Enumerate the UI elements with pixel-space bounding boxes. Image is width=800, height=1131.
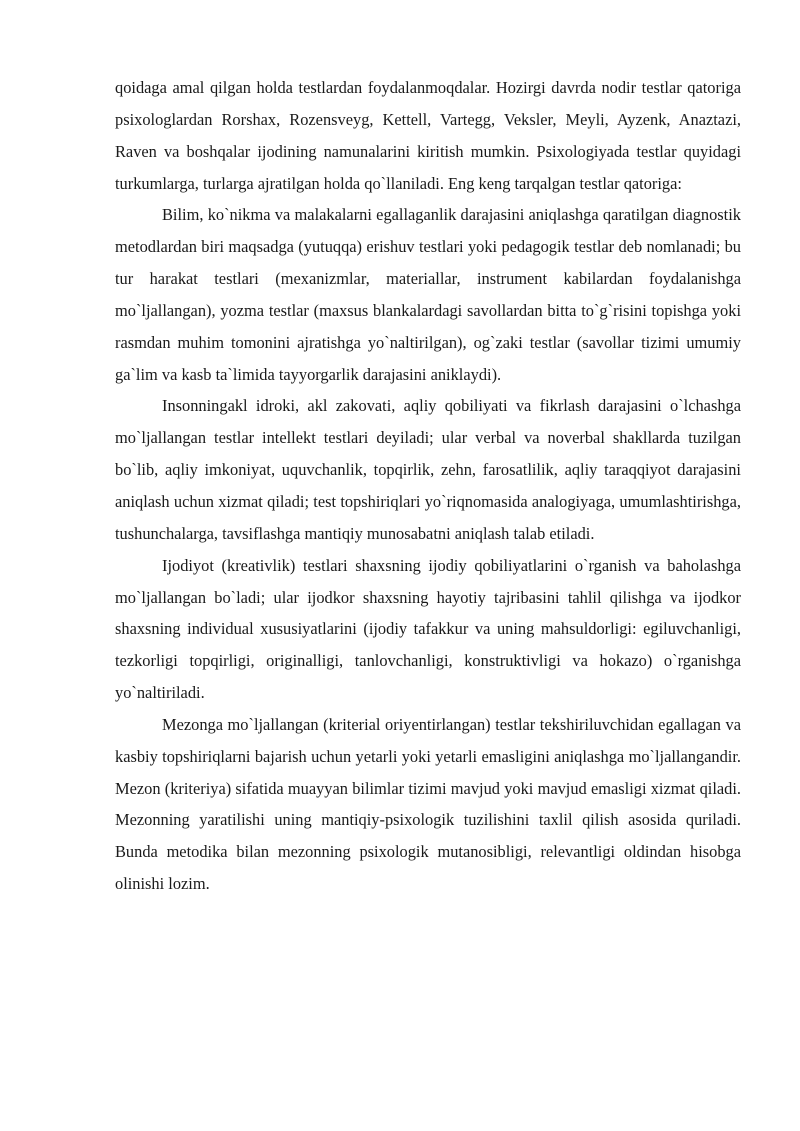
body-text [115,72,741,900]
paragraph-creativity-tests: Ijodiyot (kreativlik) testlari shaxsning ijodiy qobiliyatlarini o`rganish va baholashga mo`ljallangan bo`ladi; ular ijodkor shaxsning hayotiy tajribasini tahlil qilishga va ijodkor shaxsning individual xususiyatlarini (ijodiy tafakkur va uning mahsuldorligi: egiluvchanligi, tezkorligi topqirligi, originalligi, tanlovchanligi, konstruktivligi va hokazo) o`rganishga yo`naltiriladi. [115,555,741,703]
paragraph-intro: qoidaga amal qilgan holda testlardan foydalanmoqdalar. Hozirgi davrda nodir testlar qatoriga psixologlardan Rorshax, Rozensveyg, Kettell, Vartegg, Veksler, Meyli, Ayzenk, Anaztazi, Raven va boshqalar ijodining namunalarini kiritish mumkin. Psixologiyada testlar quyidagi turkumlarga, turlarga ajratilgan holda qo`llaniladi. Eng keng tarqalgan testlar qatoriga: [115,78,741,193]
paragraph-intelligence-tests: Insonningakl idroki, akl zakovati, aqliy qobiliyati va fikrlash darajasini o`lchashga mo`ljallangan testlar intellekt testlari deyiladi; ular verbal va noverbal shakllarda tuzilgan bo`lib, aqliy imkoniyat, uquvchanlik, topqirlik, zehn, farosatlilik, aqliy taraqqiyot darajasini aniqlash uchun xizmat qiladi; test topshiriqlari yo`riqnomasida analogiyaga, umumlashtirishga, tushunchalarga, tavsiflashga mantiqiy munosabatni aniqlash talab etiladi. [115,396,741,543]
paragraph-achievement-tests: Bilim, ko`nikma va malakalarni egallaganlik darajasini aniqlashga qaratilgan diagnostik metodlardan biri maqsadga (yutuqqa) erishuv testlari yoki pedagogik testlar deb nomlanadi; bu tur harakat testlari (mexanizmlar, materiallar, instrument kabilardan foydalanishga mo`ljallangan), yozma testlar (maxsus blankalardagi savollardan bitta to`g`risini topishga yoki rasmdan muhim tomonini ajratishga yo`naltirilgan), og`zaki testlar (savollar tizimi umumiy ga`lim va kasb ta`limida tayyorgarlik darajasini aniklaydi). [115,205,741,384]
paragraph-criterion-tests: Mezonga mo`ljallangan (kriterial oriyentirlangan) testlar tekshiriluvchidan egallagan va kasbiy topshiriqlarni bajarish uchun yetarli yoki yetarli emasligini aniqlashga mo`ljallangandir. Mezon (kriteriya) sifatida muayyan bilimlar tizimi mavjud yoki mavjud emasligi xizmat qiladi. Mezonning yaratilishi uning mantiqiy-psixologik tuzilishini taxlil qilish asosida quriladi. Bunda metodika bilan mezonning psixologik mutanosibligi, relevantligi oldindan hisobga olinishi lozim. [115,714,741,894]
